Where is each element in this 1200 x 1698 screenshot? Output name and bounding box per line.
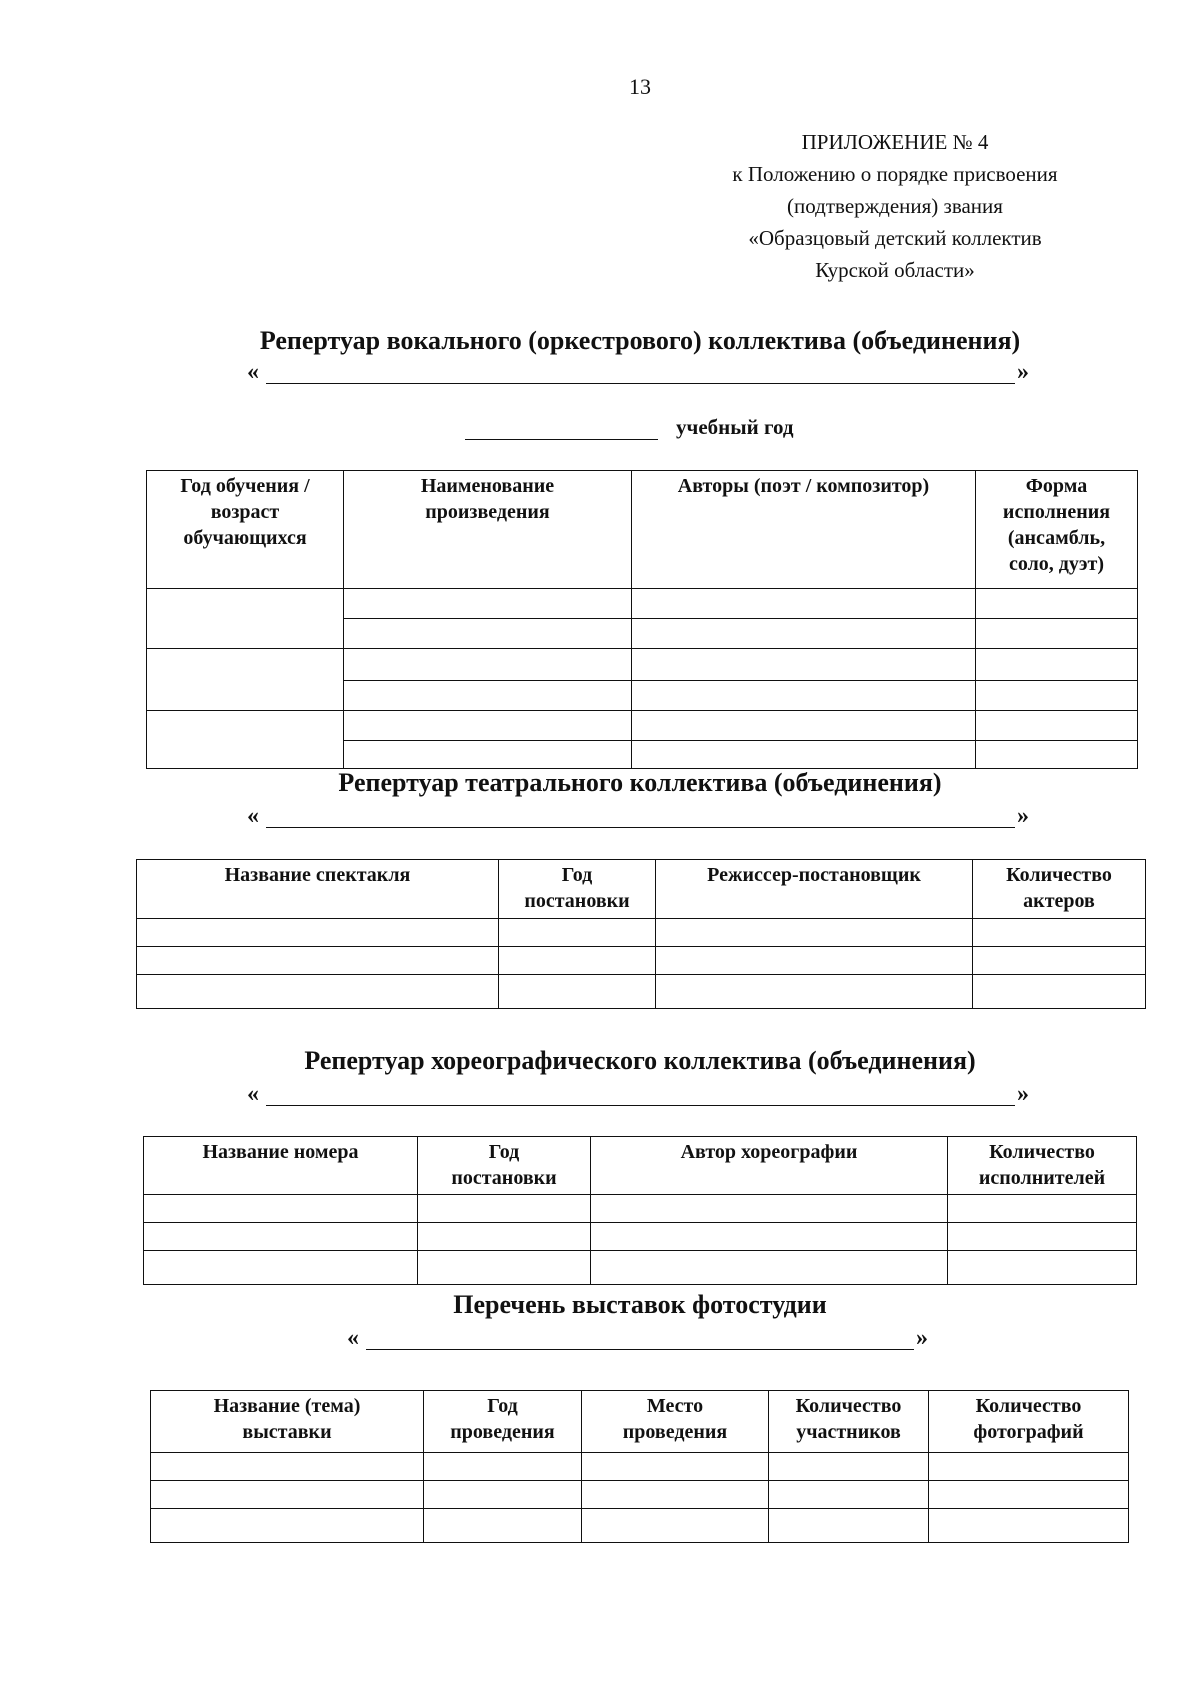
table-row [137,947,1146,975]
table-cell[interactable] [151,1509,424,1543]
column-header: Название номера [144,1137,418,1195]
table-cell[interactable] [948,1223,1137,1251]
blank-underline [266,1105,1015,1106]
column-header: Наименование произведения [344,471,632,589]
table-row [151,1453,1129,1481]
choreo-collective-name-line [247,1076,1037,1110]
table-cell[interactable] [499,975,656,1009]
table-cell[interactable] [632,741,976,769]
table-cell[interactable] [418,1251,591,1285]
table-cell[interactable] [973,947,1146,975]
table-cell[interactable] [769,1509,929,1543]
table-cell[interactable] [144,1251,418,1285]
table-cell[interactable] [929,1453,1129,1481]
table-cell[interactable] [418,1223,591,1251]
academic-year-label: учебный год [676,415,794,439]
vocal-collective-name-line [247,354,1037,388]
column-header: Количество фотографий [929,1391,1129,1453]
column-header: Количество актеров [973,860,1146,919]
table-cell[interactable] [948,1195,1137,1223]
appendix-line: Курской области» [815,258,975,282]
table-cell[interactable] [582,1481,769,1509]
table-row [147,711,1138,741]
table-cell[interactable] [499,947,656,975]
column-header: Название (тема) выставки [151,1391,424,1453]
table-cell[interactable] [769,1481,929,1509]
table-cell[interactable] [929,1509,1129,1543]
table-row [151,1509,1129,1543]
table-cell[interactable] [344,711,632,741]
quote-open: « [247,803,259,829]
quote-close: » [916,1325,928,1351]
table-header-row [144,1137,1137,1195]
quote-open: « [347,1325,359,1351]
table-cell[interactable] [137,975,499,1009]
quote-close: » [1017,1081,1029,1107]
theatre-collective-name-line [247,798,1037,832]
table-cell[interactable] [632,619,976,649]
vocal-repertoire-table [146,470,1138,769]
photo-section-title: Перечень выставок фотостудии [453,1290,827,1319]
table-cell[interactable] [656,975,973,1009]
theatre-section-title: Репертуар театрального коллектива (объединения) [338,768,942,797]
table-cell[interactable] [147,589,344,649]
column-header: Год проведения [424,1391,582,1453]
table-cell[interactable] [976,681,1138,711]
table-cell[interactable] [973,975,1146,1009]
column-header: Название спектакля [137,860,499,919]
table-cell[interactable] [144,1195,418,1223]
table-cell[interactable] [151,1481,424,1509]
table-row [137,975,1146,1009]
blank-underline [266,383,1015,384]
table-cell[interactable] [344,619,632,649]
blank-underline [266,827,1015,828]
quote-open: « [247,1081,259,1107]
appendix-header [660,126,1130,286]
table-cell[interactable] [976,711,1138,741]
choreo-section-title: Репертуар хореографического коллектива (объединения) [304,1046,976,1075]
table-row [137,919,1146,947]
table-cell[interactable] [344,649,632,681]
table-cell[interactable] [976,649,1138,681]
table-cell[interactable] [591,1223,948,1251]
column-header: Режиссер-постановщик [656,860,973,919]
table-cell[interactable] [976,619,1138,649]
table-cell[interactable] [151,1453,424,1481]
table-header-row [147,471,1138,589]
table-cell[interactable] [137,919,499,947]
page-number: 13 [629,74,651,99]
table-row [151,1481,1129,1509]
blank-underline [366,1349,914,1350]
theatre-repertoire-table [136,859,1146,1009]
quote-close: » [1017,359,1029,385]
table-row [144,1251,1137,1285]
table-cell[interactable] [632,649,976,681]
year-blank-underline [465,439,658,440]
column-header: Год постановки [418,1137,591,1195]
table-cell[interactable] [424,1453,582,1481]
photo-studio-name-line [347,1320,937,1354]
column-header: Количество участников [769,1391,929,1453]
table-header-row [151,1391,1129,1453]
table-cell[interactable] [948,1251,1137,1285]
table-cell[interactable] [499,919,656,947]
vocal-section-title: Репертуар вокального (оркестрового) коллектива (объединения) [259,326,1021,355]
quote-close: » [1017,803,1029,829]
table-row [147,649,1138,681]
column-header: Количество исполнителей [948,1137,1137,1195]
appendix-title: ПРИЛОЖЕНИЕ № 4 [801,130,989,154]
table-cell[interactable] [424,1509,582,1543]
table-cell[interactable] [344,589,632,619]
column-header: Год обучения / возраст обучающихся [147,471,344,589]
choreo-repertoire-table [143,1136,1137,1285]
quote-open: « [247,359,259,385]
table-cell[interactable] [424,1481,582,1509]
column-header: Год постановки [499,860,656,919]
table-row [144,1195,1137,1223]
table-cell[interactable] [632,681,976,711]
table-row [147,589,1138,619]
table-cell[interactable] [147,649,344,711]
table-row [144,1223,1137,1251]
table-cell[interactable] [582,1509,769,1543]
table-cell[interactable] [591,1195,948,1223]
table-cell[interactable] [144,1223,418,1251]
appendix-line: «Образцовый детский коллектив [748,226,1042,250]
table-cell[interactable] [632,711,976,741]
table-cell[interactable] [582,1453,769,1481]
column-header: Форма исполнения (ансамбль, соло, дуэт) [976,471,1138,589]
table-cell[interactable] [418,1195,591,1223]
table-cell[interactable] [591,1251,948,1285]
table-cell[interactable] [929,1481,1129,1509]
table-cell[interactable] [137,947,499,975]
table-cell[interactable] [976,741,1138,769]
table-cell[interactable] [769,1453,929,1481]
academic-year-line [465,410,865,446]
column-header: Авторы (поэт / композитор) [632,471,976,589]
table-cell[interactable] [973,919,1146,947]
table-cell[interactable] [656,919,973,947]
column-header: Автор хореографии [591,1137,948,1195]
table-cell[interactable] [147,711,344,769]
column-header: Место проведения [582,1391,769,1453]
appendix-line: (подтверждения) звания [787,194,1003,218]
table-cell[interactable] [632,589,976,619]
table-cell[interactable] [344,741,632,769]
table-cell[interactable] [344,681,632,711]
appendix-line: к Положению о порядке присвоения [732,162,1058,186]
table-cell[interactable] [656,947,973,975]
photo-exhibitions-table [150,1390,1129,1543]
table-header-row [137,860,1146,919]
table-cell[interactable] [976,589,1138,619]
